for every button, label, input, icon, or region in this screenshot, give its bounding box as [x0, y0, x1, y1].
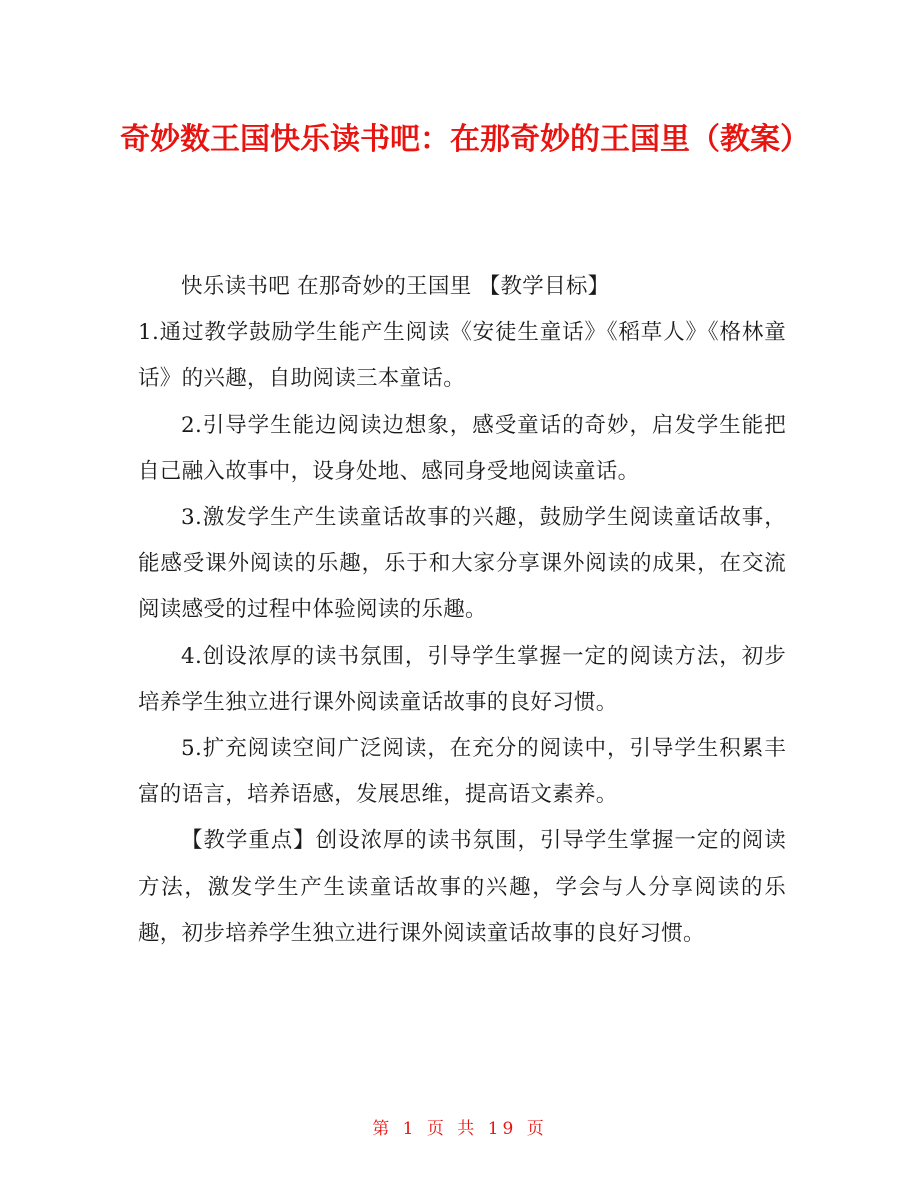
paragraph-intro: 快乐读书吧 在那奇妙的王国里 【教学目标】: [181, 274, 610, 299]
document-title: 奇妙数王国快乐读书吧：在那奇妙的王国里（教案）: [120, 122, 810, 157]
paragraph-goal-2: 2.引导学生能边阅读边想象，感受童话的奇妙，启发学生能把自己融入故事中，设身处地、感同身受地阅读童话。: [138, 412, 786, 484]
paragraph-goal-1: 1.通过教学鼓励学生能产生阅读《安徒生童话》《稻草人》《格林童话》的兴趣，自助阅读三本童话。: [138, 320, 786, 392]
paragraph-goal-3: 3.激发学生产生读童话故事的兴趣，鼓励学生阅读童话故事，能感受课外阅读的乐趣，乐于和大家分享课外阅读的成果，在交流阅读感受的过程中体验阅读的乐趣。: [138, 505, 786, 623]
page-footer: 第 1 页 共 19 页: [372, 1119, 548, 1139]
paragraph-key-points: 【教学重点】创设浓厚的读书氛围，引导学生掌握一定的阅读方法，激发学生产生读童话故事的兴趣，学会与人分享阅读的乐趣，初步培养学生独立进行课外阅读童话故事的良好习惯。: [138, 828, 786, 946]
paragraph-goal-5: 5.扩充阅读空间广泛阅读，在充分的阅读中，引导学生积累丰富的语言，培养语感，发展思维，提高语文素养。: [138, 736, 786, 808]
document-body: [138, 264, 786, 957]
paragraph-goal-4: 4.创设浓厚的读书氛围，引导学生掌握一定的阅读方法，初步培养学生独立进行课外阅读童话故事的良好习惯。: [138, 643, 786, 715]
